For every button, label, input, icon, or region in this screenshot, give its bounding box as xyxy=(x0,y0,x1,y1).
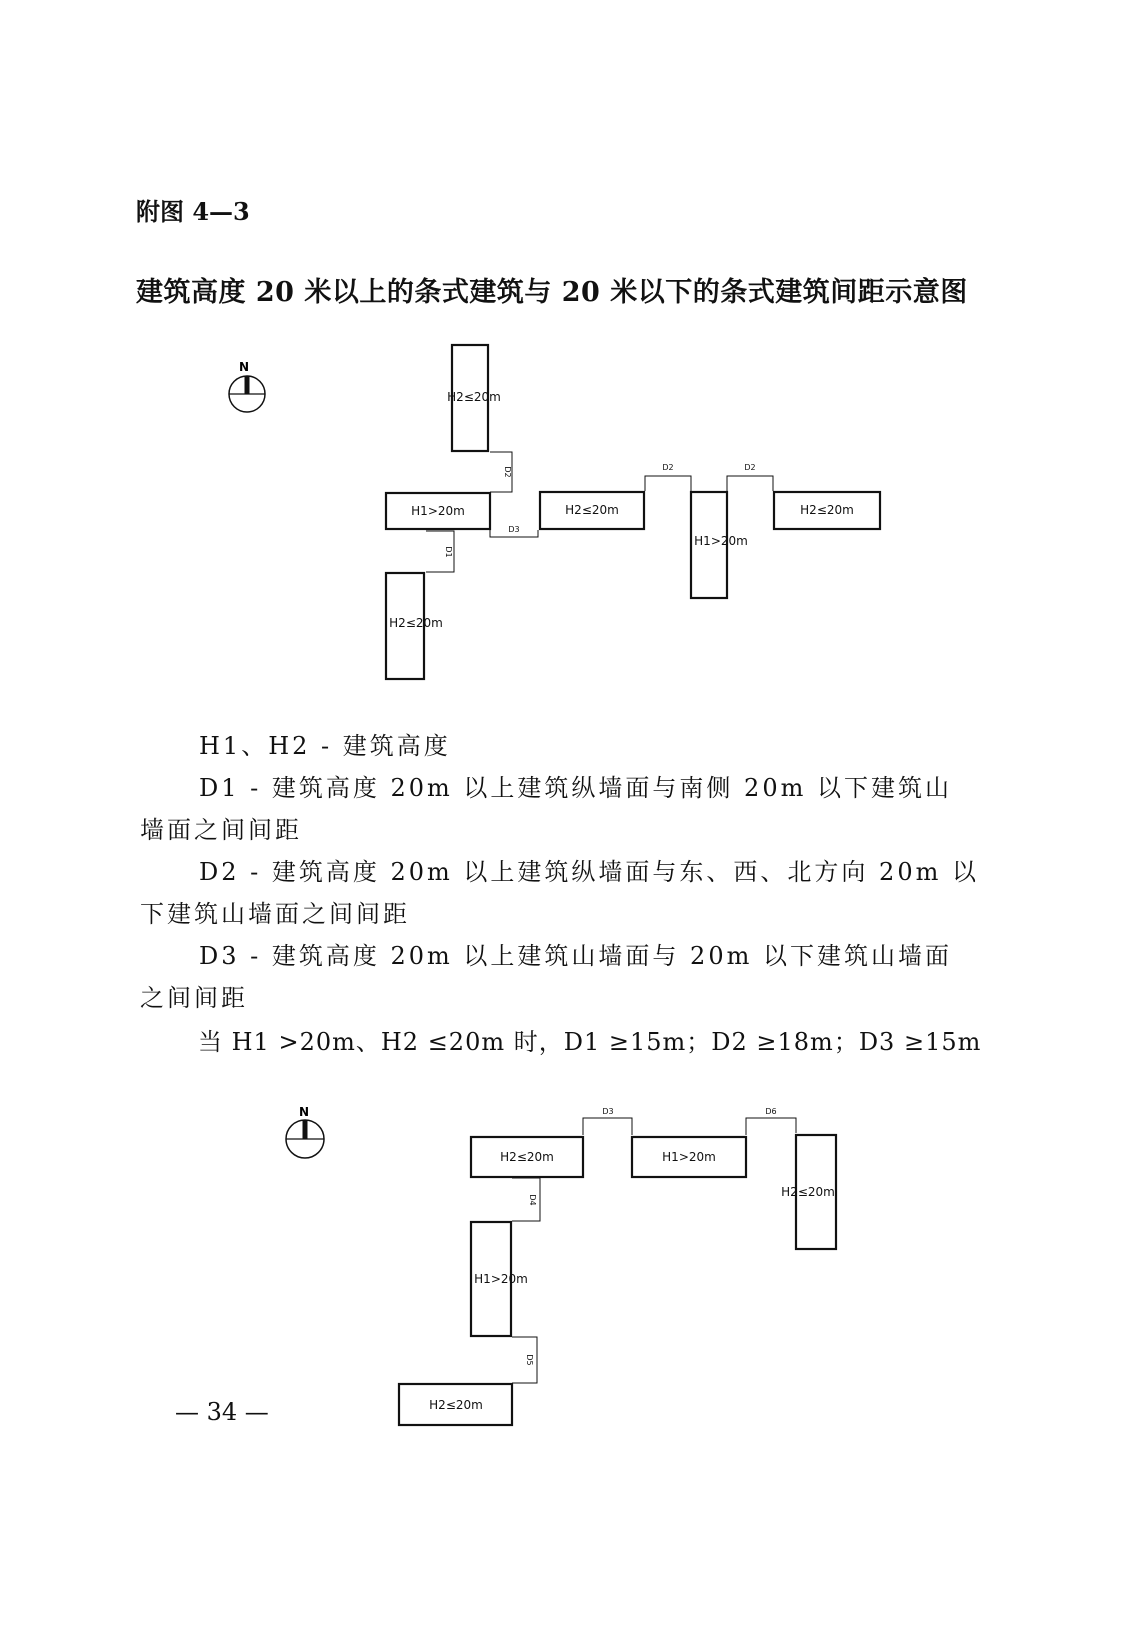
dim-d3 xyxy=(490,525,538,537)
north-label: N xyxy=(238,360,250,374)
figure-title: 建筑高度 20 米以上的条式建筑与 20 米以下的条式建筑间距示意图 xyxy=(136,277,968,308)
dim-d3-2 xyxy=(583,1107,632,1135)
label-h1-topcenter: H1>20m xyxy=(662,1150,716,1164)
legend-d3-line2: 之间间距 xyxy=(140,984,248,1012)
condition-text: 当 H1 >20m、H2 ≤20m 时，D1 ≥15m；D2 ≥18m；D3 ≥15m xyxy=(198,1028,982,1056)
legend-d2-line2: 下建筑山墙面之间间距 xyxy=(140,900,410,928)
svg-text:N: N xyxy=(298,1105,310,1119)
label-h2-mid: H2≤20m xyxy=(565,503,619,517)
label-h2-right2: H2≤20m xyxy=(781,1185,835,1199)
label-h2-bottom: H2≤20m xyxy=(389,616,443,630)
dim-d1 xyxy=(426,531,454,572)
dim-d6 xyxy=(746,1107,796,1135)
legend-d1-line1: D1 - 建筑高度 20m 以上建筑纵墙面与南侧 20m 以下建筑山 xyxy=(199,774,952,802)
label-h1-left: H1>20m xyxy=(411,504,465,518)
label-h1-center: H1>20m xyxy=(694,534,748,548)
figure-label: 附图 4—3 xyxy=(136,197,250,226)
svg-text:D3: D3 xyxy=(602,1107,614,1116)
legend-d1-line2: 墙面之间间距 xyxy=(140,816,302,844)
svg-text:D2: D2 xyxy=(744,463,756,472)
dim-d2-left xyxy=(645,463,691,491)
svg-text:D6: D6 xyxy=(765,1107,777,1116)
svg-text:D2: D2 xyxy=(503,466,512,478)
svg-text:D4: D4 xyxy=(528,1194,537,1206)
svg-text:D3: D3 xyxy=(508,525,520,534)
dim-d2-vertical xyxy=(490,452,512,492)
label-h2-topleft: H2≤20m xyxy=(500,1150,554,1164)
label-h1-middle: H1>20m xyxy=(474,1272,528,1286)
svg-text:D1: D1 xyxy=(444,546,453,558)
legend-d2-line1: D2 - 建筑高度 20m 以上建筑纵墙面与东、西、北方向 20m 以 xyxy=(199,858,979,886)
label-h2-bottom2: H2≤20m xyxy=(429,1398,483,1412)
north-arrow-icon xyxy=(229,360,265,412)
dim-d2-right xyxy=(727,463,773,491)
svg-text:D5: D5 xyxy=(525,1354,534,1366)
legend-h: H1、H2 - 建筑高度 xyxy=(199,732,451,760)
page-number: — 34 — xyxy=(175,1398,269,1426)
dim-d4 xyxy=(512,1178,540,1221)
svg-text:D2: D2 xyxy=(662,463,674,472)
label-h2-right: H2≤20m xyxy=(800,503,854,517)
dim-d5 xyxy=(512,1337,537,1383)
label-h2-top: H2≤20m xyxy=(447,390,501,404)
legend-d3-line1: D3 - 建筑高度 20m 以上建筑山墙面与 20m 以下建筑山墙面 xyxy=(199,942,952,970)
north-arrow-icon xyxy=(286,1105,324,1158)
